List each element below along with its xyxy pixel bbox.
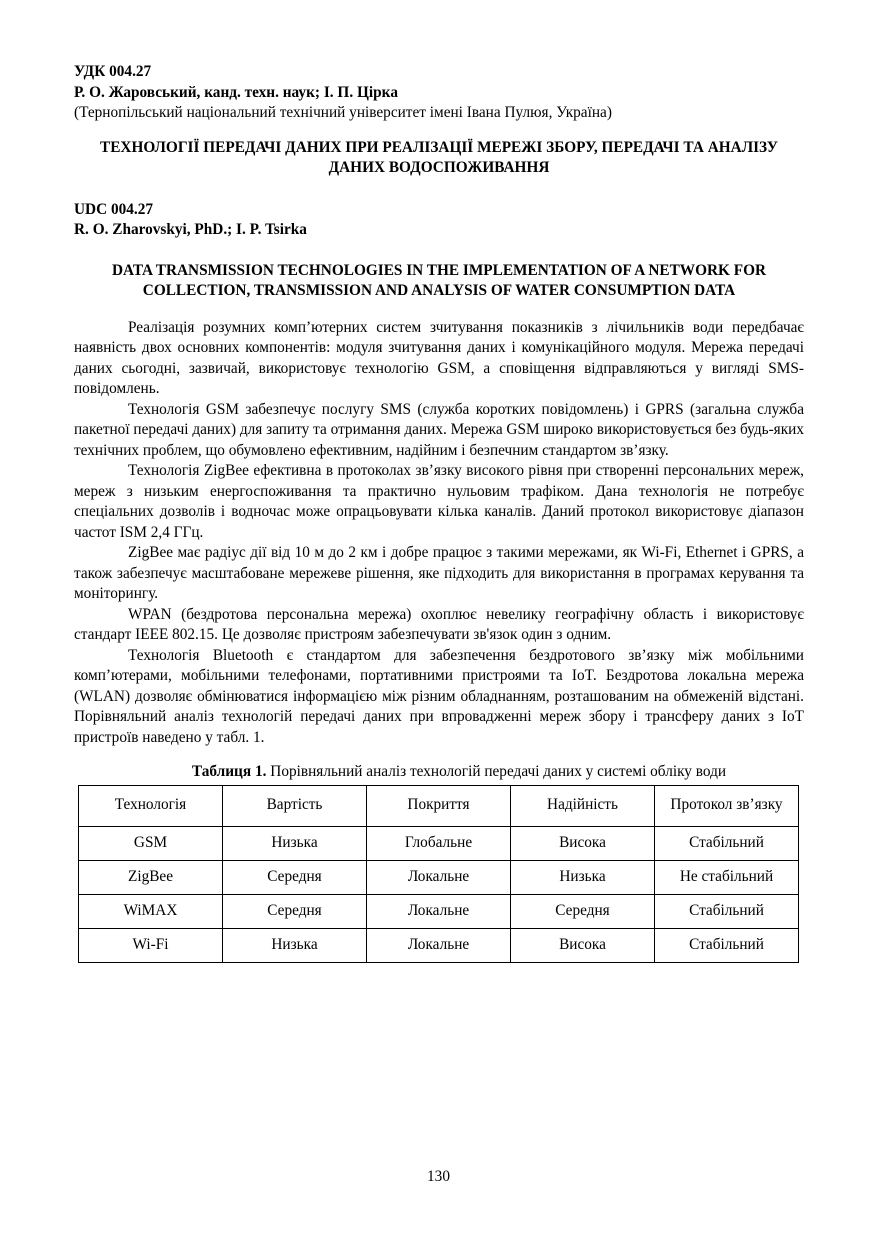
table-cell: Висока (511, 928, 655, 962)
paragraph: Технологія GSM забезпечує послугу SMS (служба коротких повідомлень) і GPRS (загальна служба пакетної передачі даних) для запиту та отримання даних. Мережа GSM широко використовується без будь-яких технічних проблем, що обумовлено ефективним, надійним і безпечним стандартом зв’язку. (74, 400, 804, 459)
article-body (74, 318, 804, 749)
table-row (79, 826, 799, 860)
table-cell: Wi-Fi (79, 928, 223, 962)
title-ua: ТЕХНОЛОГІЇ ПЕРЕДАЧІ ДАНИХ ПРИ РЕАЛІЗАЦІЇ МЕРЕЖІ ЗБОРУ, ПЕРЕДАЧІ ТА АНАЛІЗУ ДАНИХ ВОДОСПОЖИВАННЯ (100, 138, 778, 176)
table-cell: GSM (79, 826, 223, 860)
table-cell: ZigBee (79, 860, 223, 894)
affiliation-ua: (Тернопільський національний технічний університет імені Івана Пулюя, Україна) (74, 104, 612, 121)
paragraph: Реалізація розумних комп’ютерних систем зчитування показників з лічильників води передбачає наявність двох основних компонентів: модуля зчитування даних і комунікаційного модуля. Мережа передачі даних сьогодні, зазвичай, використовує технологію GSM, а сповіщення відправляються у вигляді SMS-повідомлень. (74, 318, 804, 397)
document-page (74, 62, 804, 963)
header-cell: Технологія (79, 785, 223, 826)
header-cell: Протокол зв’язку (655, 785, 799, 826)
paragraph: Технологія Bluetooth є стандартом для забезпечення бездротового зв’язку між мобільними комп’ютерами, мобільними телефонами, портативними пристроями та IoT. Бездротова локальна мережа (WLAN) дозволяє обмінюватися інформацією між різним обладнанням, розташованим на обмеженій відстані. Порівняльний аналіз технологій передачі даних при впровадженні мереж збору і трансферу даних з IoT пристроїв наведено у табл. 1. (74, 646, 804, 746)
table-cell: Стабільний (655, 894, 799, 928)
authors-ua: Р. О. Жаровський, канд. техн. наук; І. П. Ціркa (74, 83, 399, 101)
udc-code: UDC 004.27 (74, 200, 154, 218)
table-cell: Висока (511, 826, 655, 860)
paragraph: Технологія ZigBee ефективна в протоколах зв’язку високого рівня при створенні персональних мереж, мереж з низьким енергоспоживання та практично нульовим трафіком. Дана технологія не потребує спеціальних дозволів і водночас може опрацьовувати кілька каналів. Даний протокол використовує діапазон частот ISM 2,4 ГГц. (74, 462, 804, 541)
header-cell: Надійність (511, 785, 655, 826)
udk-code: УДК 004.27 (74, 63, 152, 80)
table-cell: Низька (223, 826, 367, 860)
table-row (79, 928, 799, 962)
title-en: DATA TRANSMISSION TECHNOLOGIES IN THE IMPLEMENTATION OF A NETWORK FOR COLLECTION, TRANSMISSION AND ANALYSIS OF WATER CONSUMPTION DATA (111, 261, 767, 299)
table-cell: Середня (511, 894, 655, 928)
paragraph: ZigBee має радіус дії від 10 м до 2 км і добре працює з такими мережами, як Wi-Fi, Ethernet і GPRS, а також забезпечує масштабоване мережеве рішення, яке підходить для використання в програмах керування та моніторингу. (74, 544, 804, 602)
table-cell: Глобальне (367, 826, 511, 860)
table-cell: Локальне (367, 894, 511, 928)
header-cell: Покриття (367, 785, 511, 826)
table-row (79, 860, 799, 894)
table-cell: Не стабільний (655, 860, 799, 894)
page-number: 130 (427, 1168, 450, 1185)
authors-en: R. O. Zharovskyi, PhD.; I. P. Tsirka (74, 221, 307, 238)
table-cell: WiMAX (79, 894, 223, 928)
table-cell: Середня (223, 894, 367, 928)
table-cell: Стабільний (655, 826, 799, 860)
paragraph: WPAN (бездротова персональна мережа) охоплює невелику географічну область і використовує стандарт IEEE 802.15. Це дозволяє пристроям забезпечувати зв'язок один з одним. (74, 605, 804, 643)
table-cell: Низька (511, 860, 655, 894)
table-cell: Локальне (367, 928, 511, 962)
table-cell: Низька (223, 928, 367, 962)
comparison-table (78, 785, 799, 963)
table-cell: Стабільний (655, 928, 799, 962)
table-caption-label: Таблиця 1. (191, 763, 267, 780)
table-cell: Локальне (367, 860, 511, 894)
table-row (79, 894, 799, 928)
table-caption (74, 762, 804, 783)
table-cell: Середня (223, 860, 367, 894)
table-caption-text: Порівняльний аналіз технологій передачі даних у системі обліку води (266, 763, 727, 780)
table-header-row (79, 785, 799, 826)
header-cell: Вартість (223, 785, 367, 826)
